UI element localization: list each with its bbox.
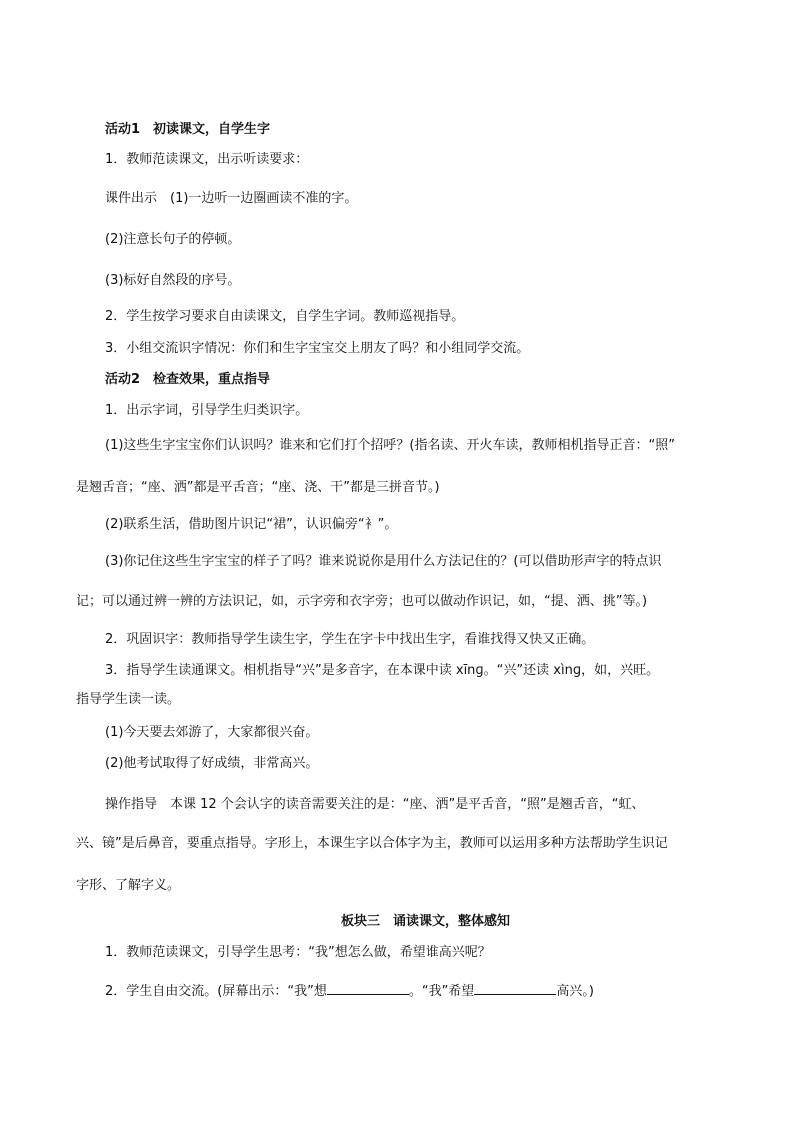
activity1-heading: 活动1 初读课文，自学生字 xyxy=(105,122,271,137)
section3-heading: 板块三 诵读课文，整体感知 xyxy=(341,914,511,929)
section3-step2 xyxy=(105,981,594,1001)
fill-in-blank xyxy=(474,981,556,995)
fill-in-blank xyxy=(327,981,409,995)
activity1-req3: (3)标好自然段的序号。 xyxy=(105,273,241,288)
activity1-step2: 2．学生按学习要求自由读课文，自学生字词。教师巡视指导。 xyxy=(105,309,465,324)
activity2-step1: 1．出示字词，引导学生归类识字。 xyxy=(105,403,309,418)
section3-step2-part3: 高兴。) xyxy=(556,984,594,999)
section3-step2-part1: 2．学生自由交流。(屏幕出示：“我”想 xyxy=(105,984,327,999)
activity1-step1: 1．教师范读课文，出示听读要求： xyxy=(105,152,309,167)
activity2-example1: (1)今天要去郊游了，大家都很兴奋。 xyxy=(105,725,319,740)
activity1-step3: 3．小组交流识字情况：你们和生字宝宝交上朋友了吗？和小组同学交流。 xyxy=(105,341,530,356)
operation-guide-line1: 操作指导 本课 12 个会认字的读音需要关注的是：“座、洒”是平舌音，“照”是翘舌音，“虹、 xyxy=(105,797,645,812)
activity2-step3-line1: 3．指导学生读通课文。相机指导“兴”是多音字，在本课中读 xīnɡ。“兴”还读 xìnɡ，如，兴旺。 xyxy=(105,663,660,678)
section3-step1: 1．教师范读课文，引导学生思考：“我”想怎么做，希望谁高兴呢？ xyxy=(105,945,491,960)
operation-guide-line3: 字形、了解字义。 xyxy=(76,878,181,893)
activity1-req2: (2)注意长句子的停顿。 xyxy=(105,232,241,247)
activity2-item1-line2: 是翘舌音；“座、洒”都是平舌音；“座、浇、干”都是三拼音节。) xyxy=(76,480,440,495)
section3-step2-part2: 。“我”希望 xyxy=(408,984,475,999)
activity2-heading: 活动2 检查效果，重点指导 xyxy=(105,372,271,387)
activity2-item2: (2)联系生活，借助图片识记“裙”，认识偏旁“衤”。 xyxy=(105,517,398,532)
activity2-step3-line2: 指导学生读一读。 xyxy=(76,692,181,707)
activity2-item3-line2: 记；可以通过辨一辨的方法识记，如，示字旁和衣字旁；也可以做动作识记，如，“提、洒、挑”等。) xyxy=(76,594,648,609)
activity2-item1-line1: (1)这些生字宝宝你们认识吗？谁来和它们打个招呼？(指名读、开火车读，教师相机指导正音：“照” xyxy=(105,438,675,453)
activity2-example2: (2)他考试取得了好成绩，非常高兴。 xyxy=(105,756,319,771)
activity1-courseware: 课件出示 (1)一边听一边圈画读不准的字。 xyxy=(105,191,358,206)
activity2-step2: 2．巩固识字：教师指导学生读生字，学生在字卡中找出生字，看谁找得又快又正确。 xyxy=(105,632,595,647)
operation-guide-line2: 兴、镜”是后鼻音，要重点指导。字形上，本课生字以合体字为主，教师可以运用多种方法帮助学生识记 xyxy=(76,836,668,851)
activity2-item3-line1: (3)你记住这些生字宝宝的样子了吗？谁来说说你是用什么方法记住的？(可以借助形声字的特点识 xyxy=(105,554,662,569)
